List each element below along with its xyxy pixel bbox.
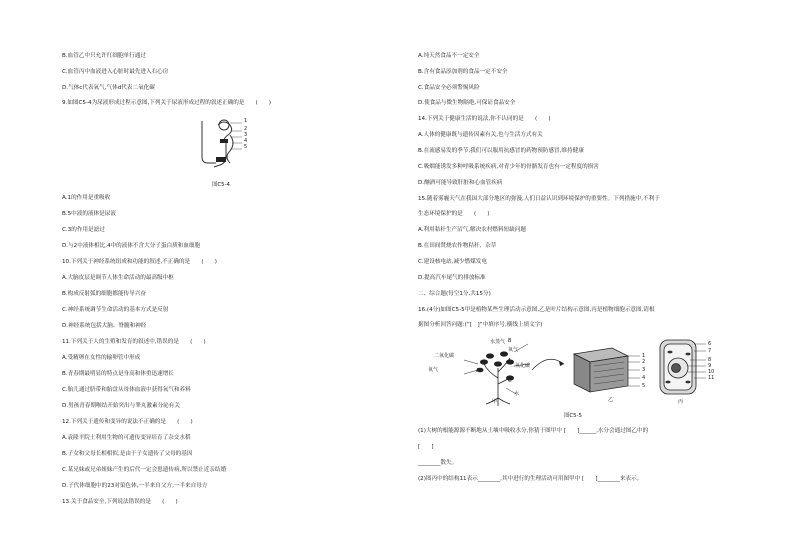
figure-caption: 图C5-5: [564, 413, 582, 419]
option-d: D.子代体细胞中的23对染色体,一半来自父方,一半来自母方: [62, 483, 208, 489]
plant-cell-diagram: [660, 340, 706, 394]
question-16-cont: 据图分析回答问题:(“[ ]”中填序号,横线上填文字): [418, 322, 543, 328]
question-13: 13.关于食品安全,下列说法错误的是 ( ): [62, 499, 178, 505]
label-jia: 甲: [492, 399, 498, 405]
option-c: C.食品安全必须警惕风险: [418, 85, 480, 91]
leaf-part-number: 1: [642, 353, 646, 359]
option-b: B.青春期最明显的特点是身高和体重迅速增长: [62, 371, 174, 377]
option-c: C.3的作用是滤过: [62, 227, 105, 233]
option-a: A.大脑皮层是调节人体生命活动的最高级中枢: [62, 275, 174, 281]
question-12: 12.下列关于遗传和变异的说法不正确的是 ( ): [62, 419, 193, 425]
cell-part-number: 8: [708, 357, 712, 363]
option-b: B.5中液的液体是尿液: [62, 211, 116, 217]
question-16-1-cont: [ ]: [418, 444, 434, 450]
question-15-cont: 生态环境保护的是 ( ): [418, 211, 490, 217]
leaf-part-number: 3: [642, 367, 646, 373]
section-heading: 二、综合题(每空1分,共15分): [418, 291, 491, 297]
option-c: C.建设核电站,减少燃煤发电: [418, 259, 487, 265]
label-water-vapor: 水蒸气: [490, 339, 506, 345]
figure-label: 5: [244, 144, 248, 150]
label-bing: 丙: [678, 399, 684, 405]
cell-part-number: 11: [708, 375, 715, 381]
option-a: A.利用秸秆生产沼气,解决农村燃料短缺问题: [418, 227, 526, 233]
option-c: C.胎儿通过脐带和胎盘从母体血液中获得氧气和养料: [62, 387, 191, 393]
label-water: 水: [514, 391, 520, 397]
cell-part-number: 6: [708, 341, 712, 347]
cell-part-number: 9: [708, 363, 712, 369]
label-c: C: [508, 378, 512, 384]
tube-path: [202, 121, 216, 163]
text-line: D.气体c代表氧气,气体d代表二氧化碳: [62, 85, 155, 91]
label-co2: 二氧化碳: [510, 363, 531, 369]
figure-label: 4: [244, 138, 248, 144]
question-16-2: (2)图丙中的结构11表示________,其中进行的生理活动可用图甲中 [ ]________来表示。: [418, 476, 643, 482]
arrow-to-leaf: [532, 359, 564, 370]
question-16: 16.(4分)如图C5-5甲是植物某些生理活动示意图,乙是叶片结构示意图,丙是植物细胞示意图,请根: [418, 307, 655, 313]
figure-c5-5: [444, 334, 724, 406]
option-d: D.男孩青春期喉结开始突出与睾丸激素分泌有关: [62, 403, 180, 409]
label-yi: 乙: [608, 397, 614, 403]
option-a: A.人体的健康既与遗传因素有关,也与生活方式有关: [418, 132, 543, 138]
figure-label: 2: [244, 126, 248, 132]
label-a: A: [476, 368, 480, 374]
option-c: C.某兄妹或兄弟姐妹产生的后代一定会患遗传病,所以禁止近亲结婚: [62, 467, 227, 473]
leaf-part-number: 2: [642, 359, 646, 365]
leaf-part-number: 4: [642, 375, 646, 381]
option-a: A.纯天然食品不一定安全: [418, 53, 480, 59]
cell-part-number: 7: [708, 348, 712, 354]
option-d: D.神经系统包括大脑、脊髓和神经: [62, 323, 147, 329]
option-d: D.使食品与微生物隔绝,可保证食品安全: [418, 100, 516, 106]
option-b: B.子女和父母长相相似,是由于子女遗传了父母的基因: [62, 451, 193, 457]
cell-part-number: 10: [708, 369, 715, 375]
figure-label: 1: [244, 118, 248, 124]
question-15: 15.随着雾霾天气在我国大部分地区的弥漫,人们日益认识到环境保护的重要性。下列措施中,不利于: [418, 196, 660, 202]
label-oxygen: 氧气: [428, 367, 439, 373]
option-d: D.酗酒可能导致肝脏和心血管疾病: [418, 180, 503, 186]
label-co2: 二氧化碳: [434, 353, 455, 359]
label-b: B: [508, 338, 512, 344]
option-b: B.含有食品添加剂的食品一定不安全: [418, 69, 508, 75]
option-c: C.吸烟能诱发多种呼吸系统疾病,对青少年的骨骼发育也有一定程度的损害: [418, 164, 599, 170]
question-10: 10.下列关于神经系统组成和功能的叙述,不正确的是 ( ): [62, 259, 217, 265]
question-16-1: (1)大树的根能源源不断地从土壤中吸收水分,你猜于图甲中 [ ]______,水分会通过图乙中的: [418, 428, 649, 434]
option-d: D.与2中液体相比,4中的液体不含大分子蛋白质和血细胞: [62, 243, 201, 249]
question-11: 11.下列关于人的生殖和发育的叙述中,错误的是 ( ): [62, 339, 206, 345]
leaf-section-diagram: [574, 348, 640, 392]
text-line: B.血管乙中只允许红细胞单行通过: [62, 53, 146, 59]
option-b: B.在田间焚烧农作物秸秆、杂草: [418, 243, 497, 249]
option-d: D.提高汽车尾气的排放标准: [418, 275, 486, 281]
option-a: A.袁隆平院士利用生物的可遗传变异培育了杂交水稻: [62, 435, 191, 441]
label-oxygen: 氧气: [508, 347, 519, 353]
question-16-1-cont: ________散失。: [418, 460, 458, 466]
figure-caption: 图C5-4: [212, 182, 230, 188]
option-b: B.构成反射弧的细胞都能传导兴奋: [62, 291, 146, 297]
question-9: 9.如图C5-4为尿液形成过程示意图,下列关于尿液形成过程的叙述正确的是 ( ): [62, 100, 272, 106]
option-a: A.1的作用是重吸收: [62, 195, 111, 201]
option-a: A.受精卵在女性的输卵管中形成: [62, 355, 141, 361]
option-c: C.神经系统调节生命活动的基本方式是反射: [62, 307, 169, 313]
text-line: C.血管丙中血液进入心脏时最先进入右心房: [62, 69, 169, 75]
option-b: B.在流感易发的季节,我们可以服用抗感冒的药物预防感冒,维持健康: [418, 148, 584, 154]
figure-label: 3: [244, 132, 248, 138]
question-14: 14.下列关于健康生活的说法,你不认同的是 ( ): [418, 116, 551, 122]
leaf-part-number: 5: [642, 383, 646, 389]
